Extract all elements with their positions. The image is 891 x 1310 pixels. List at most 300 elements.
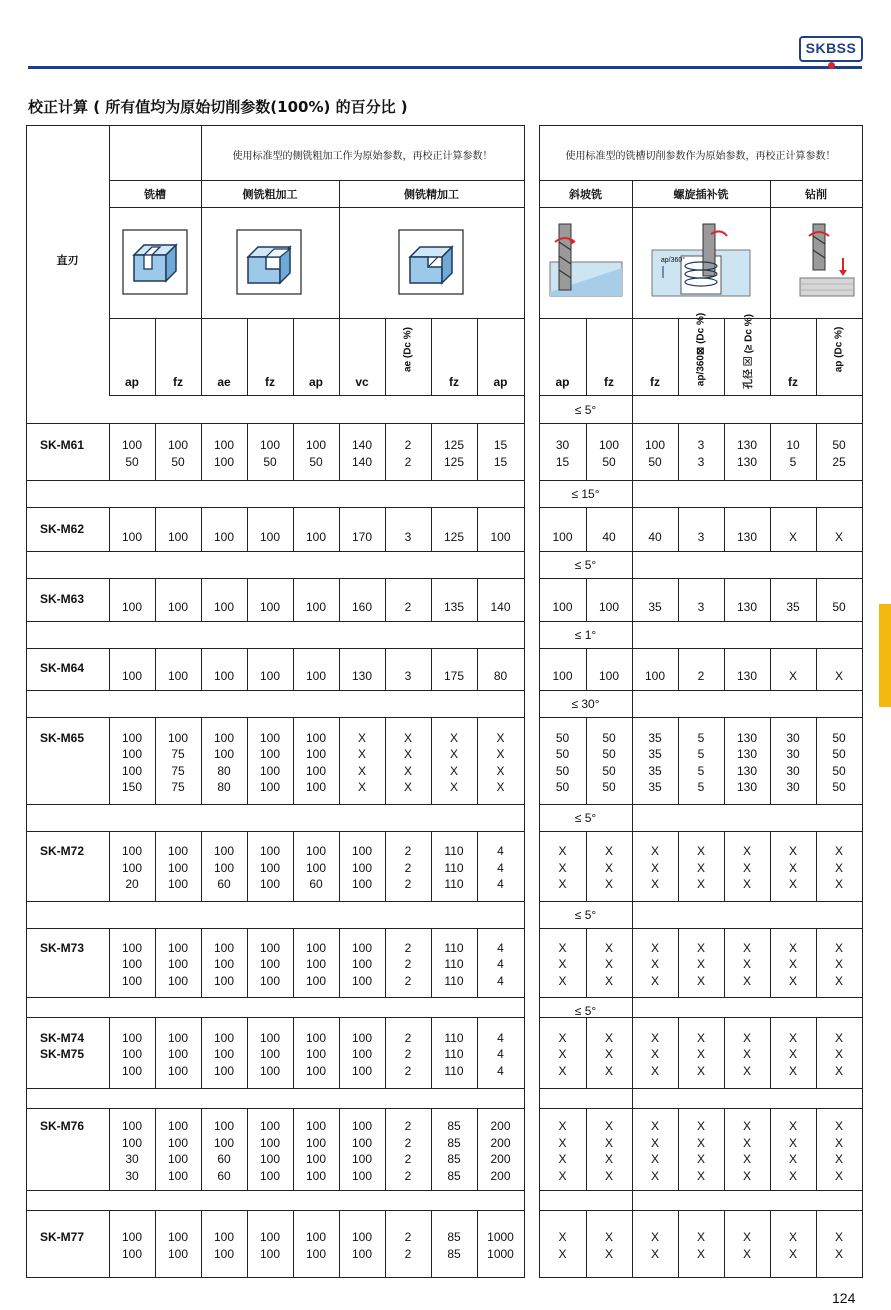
table-cell: X bbox=[788, 530, 797, 544]
table-cell: 100 bbox=[259, 1152, 281, 1166]
header-line bbox=[109, 180, 524, 181]
table-cell: 35 bbox=[786, 600, 800, 614]
table-cell: 80 bbox=[217, 763, 231, 778]
table-cell: X bbox=[650, 1119, 659, 1133]
table-cell: 100 bbox=[213, 1230, 235, 1244]
row-line bbox=[539, 480, 862, 481]
table-cell: X bbox=[558, 1152, 567, 1166]
table-cell: 100 bbox=[259, 600, 281, 614]
left-table-frame bbox=[26, 125, 525, 1278]
table-cell: 100 bbox=[552, 669, 573, 683]
column-symbol: fz bbox=[173, 375, 183, 389]
table-cell: 100 bbox=[121, 530, 143, 544]
table-cell: 100 bbox=[351, 860, 373, 875]
table-cell: 100 bbox=[305, 600, 327, 614]
tool-name: SK-M62 bbox=[40, 522, 85, 536]
table-cell: X bbox=[650, 860, 659, 875]
table-cell: 100 bbox=[351, 1246, 373, 1261]
table-cell: 4 bbox=[497, 844, 504, 859]
table-cell: X bbox=[788, 1152, 797, 1166]
table-cell: X bbox=[834, 957, 843, 972]
table-cell: 100 bbox=[259, 957, 281, 972]
row-line bbox=[539, 804, 862, 805]
col-line bbox=[632, 1088, 633, 1108]
table-cell: 60 bbox=[217, 877, 231, 892]
table-cell: 100 bbox=[121, 669, 143, 683]
table-cell: X bbox=[604, 973, 613, 988]
table-cell: 30 bbox=[125, 1152, 139, 1166]
row-line bbox=[539, 578, 862, 579]
table-cell: X bbox=[558, 973, 567, 988]
col-line bbox=[632, 804, 633, 831]
table-cell: X bbox=[357, 780, 366, 794]
table-cell: X bbox=[604, 844, 613, 859]
col-line bbox=[632, 997, 633, 1017]
table-cell: 3 bbox=[697, 438, 705, 452]
table-cell: 135 bbox=[443, 600, 465, 614]
table-cell: X bbox=[742, 1047, 751, 1062]
table-cell: X bbox=[788, 940, 797, 955]
table-cell: 100 bbox=[305, 669, 327, 683]
table-cell: 50 bbox=[832, 747, 846, 761]
table-cell: 100 bbox=[213, 940, 235, 955]
table-cell: 200 bbox=[490, 1152, 511, 1166]
header-line bbox=[109, 318, 524, 319]
table-cell: 200 bbox=[490, 1168, 511, 1183]
table-cell: 100 bbox=[167, 530, 189, 544]
table-cell: 25 bbox=[832, 454, 846, 469]
table-cell: 3 bbox=[404, 669, 412, 683]
table-cell: X bbox=[696, 1168, 705, 1183]
table-cell: X bbox=[834, 860, 843, 875]
table-cell: 110 bbox=[444, 940, 464, 955]
table-cell: 100 bbox=[598, 438, 620, 452]
table-cell: X bbox=[357, 730, 366, 745]
table-cell: X bbox=[696, 877, 705, 892]
group-label: 螺旋插补铣 bbox=[673, 188, 729, 201]
col-line bbox=[632, 901, 633, 928]
logo-text: SKBSS bbox=[805, 40, 857, 56]
table-cell: X bbox=[558, 1168, 567, 1183]
table-cell: X bbox=[650, 1168, 659, 1183]
table-cell: 100 bbox=[259, 1030, 281, 1045]
table-cell: 2 bbox=[404, 1119, 412, 1133]
table-cell: 80 bbox=[493, 669, 508, 683]
table-cell: X bbox=[403, 763, 412, 778]
row-line bbox=[539, 690, 862, 691]
table-cell: 110 bbox=[444, 1030, 464, 1045]
table-cell: X bbox=[558, 1246, 567, 1261]
table-cell: X bbox=[650, 844, 659, 859]
table-cell: 100 bbox=[121, 1246, 143, 1261]
table-cell: X bbox=[558, 1030, 567, 1045]
table-cell: X bbox=[742, 1152, 751, 1166]
table-cell: X bbox=[834, 1152, 843, 1166]
table-cell: 2 bbox=[404, 1152, 412, 1166]
table-cell: 100 bbox=[213, 600, 235, 614]
table-cell: X bbox=[650, 1230, 659, 1244]
table-cell: 100 bbox=[305, 940, 327, 955]
table-cell: X bbox=[788, 957, 797, 972]
row-line bbox=[26, 1190, 524, 1191]
angle-limit: ≤ 5° bbox=[574, 811, 597, 825]
table-cell: 2 bbox=[404, 1135, 412, 1150]
table-cell: 100 bbox=[121, 600, 143, 614]
row-line bbox=[539, 423, 862, 424]
table-cell: 100 bbox=[305, 763, 327, 778]
table-cell: X bbox=[604, 957, 613, 972]
table-cell: X bbox=[604, 1119, 613, 1133]
table-cell: 5 bbox=[789, 454, 797, 469]
table-cell: 100 bbox=[305, 860, 327, 875]
table-cell: 50 bbox=[555, 763, 570, 778]
table-cell: X bbox=[604, 940, 613, 955]
table-cell: X bbox=[788, 877, 797, 892]
left-banner: 使用标准型的侧铣粗加工作为原始参数，再校正计算参数！ bbox=[232, 151, 493, 162]
table-cell: X bbox=[788, 844, 797, 859]
column-symbol-rotated: 孔径 ⊠ (≥ Dc %) bbox=[743, 314, 755, 389]
table-cell: 60 bbox=[217, 1168, 231, 1183]
row-line bbox=[539, 507, 862, 508]
angle-limit: ≤ 15° bbox=[571, 487, 600, 501]
table-cell: X bbox=[604, 1246, 613, 1261]
table-cell: X bbox=[403, 747, 412, 761]
table-cell: 100 bbox=[598, 669, 620, 683]
table-cell: X bbox=[788, 1135, 797, 1150]
table-cell: 100 bbox=[121, 1063, 143, 1078]
table-cell: X bbox=[834, 877, 843, 892]
table-cell: 30 bbox=[786, 747, 800, 761]
table-cell: 125 bbox=[443, 438, 465, 452]
table-cell: 5 bbox=[697, 747, 705, 761]
row-line bbox=[539, 997, 862, 998]
table-cell: 200 bbox=[490, 1119, 511, 1133]
angle-limit: ≤ 5° bbox=[574, 1004, 597, 1018]
row-line bbox=[539, 551, 862, 552]
table-cell: 100 bbox=[213, 957, 235, 972]
table-cell: 100 bbox=[121, 957, 143, 972]
table-cell: 85 bbox=[447, 1246, 461, 1261]
table-cell: 20 bbox=[125, 877, 139, 892]
table-cell: 100 bbox=[259, 747, 281, 761]
table-cell: 140 bbox=[351, 454, 373, 469]
table-cell: 100 bbox=[259, 763, 281, 778]
table-cell: X bbox=[496, 730, 505, 745]
table-cell: X bbox=[604, 877, 613, 892]
table-cell: X bbox=[834, 844, 843, 859]
table-cell: 130 bbox=[736, 454, 758, 469]
table-cell: X bbox=[696, 1063, 705, 1078]
table-cell: 100 bbox=[213, 454, 235, 469]
table-cell: 100 bbox=[213, 860, 235, 875]
row-line bbox=[26, 578, 524, 579]
header-line bbox=[539, 180, 862, 181]
table-cell: 100 bbox=[305, 1230, 327, 1244]
table-cell: 100 bbox=[552, 530, 573, 544]
table-cell: 50 bbox=[555, 747, 570, 761]
table-cell: 3 bbox=[697, 454, 705, 469]
table-cell: 125 bbox=[443, 454, 465, 469]
table-cell: X bbox=[558, 860, 567, 875]
table-cell: 75 bbox=[171, 747, 185, 761]
table-cell: 85 bbox=[447, 1230, 461, 1244]
table-cell: 110 bbox=[444, 877, 464, 892]
table-cell: X bbox=[742, 1230, 751, 1244]
table-cell: 50 bbox=[555, 780, 570, 794]
table-cell: 100 bbox=[305, 438, 327, 452]
table-cell: X bbox=[742, 1135, 751, 1150]
table-cell: X bbox=[696, 973, 705, 988]
table-cell: 100 bbox=[305, 1152, 327, 1166]
table-cell: 100 bbox=[351, 1030, 373, 1045]
column-symbol-rotated: ap/360⊠ (Dc %) bbox=[695, 312, 707, 387]
table-cell: 100 bbox=[305, 1168, 327, 1183]
page-title: 校正计算 ( 所有值均为原始切削参数(100%) 的百分比 ) bbox=[28, 98, 408, 116]
row-line bbox=[26, 1210, 524, 1211]
group-label: 钻削 bbox=[805, 188, 827, 201]
table-cell: 35 bbox=[648, 747, 662, 761]
table-cell: 100 bbox=[259, 1047, 281, 1062]
slot-milling-icon bbox=[122, 229, 188, 295]
table-cell: X bbox=[696, 1119, 705, 1133]
table-cell: 100 bbox=[167, 957, 189, 972]
table-cell: 100 bbox=[121, 940, 143, 955]
table-cell: 5 bbox=[697, 763, 705, 778]
table-cell: X bbox=[834, 1119, 843, 1133]
table-cell: 100 bbox=[167, 844, 189, 859]
table-cell: X bbox=[834, 669, 843, 683]
row-line bbox=[539, 1108, 862, 1109]
table-cell: X bbox=[650, 1030, 659, 1045]
table-cell: 100 bbox=[213, 747, 235, 761]
table-cell: 3 bbox=[404, 530, 412, 544]
table-cell: 100 bbox=[167, 1119, 189, 1133]
table-cell: 100 bbox=[351, 1168, 373, 1183]
table-cell: X bbox=[696, 940, 705, 955]
table-cell: 100 bbox=[121, 844, 143, 859]
table-cell: 2 bbox=[404, 1168, 412, 1183]
table-cell: 100 bbox=[305, 1047, 327, 1062]
table-cell: 15 bbox=[493, 454, 508, 469]
tool-name: SK-M61 bbox=[40, 438, 85, 452]
table-cell: 100 bbox=[213, 1119, 235, 1133]
row-line bbox=[26, 1108, 524, 1109]
table-cell: 100 bbox=[213, 844, 235, 859]
column-symbol-rotated: ap (Dc %) bbox=[833, 326, 845, 373]
table-cell: X bbox=[834, 530, 843, 544]
table-cell: X bbox=[357, 747, 366, 761]
table-cell: X bbox=[742, 1168, 751, 1183]
table-cell: 15 bbox=[493, 438, 508, 452]
table-cell: X bbox=[696, 1152, 705, 1166]
table-cell: X bbox=[788, 1246, 797, 1261]
table-cell: 100 bbox=[167, 669, 189, 683]
table-cell: 110 bbox=[444, 973, 464, 988]
row-line bbox=[26, 551, 524, 552]
table-cell: 50 bbox=[125, 454, 139, 469]
table-cell: 100 bbox=[305, 780, 327, 794]
table-cell: 50 bbox=[832, 763, 846, 778]
table-cell: 100 bbox=[121, 763, 143, 778]
table-cell: 100 bbox=[167, 1030, 189, 1045]
table-cell: X bbox=[650, 1063, 659, 1078]
table-cell: X bbox=[834, 1246, 843, 1261]
column-symbol: ap bbox=[555, 375, 570, 389]
row-line bbox=[26, 648, 524, 649]
table-cell: 100 bbox=[305, 844, 327, 859]
table-cell: 2 bbox=[404, 600, 412, 614]
table-cell: X bbox=[742, 860, 751, 875]
table-cell: X bbox=[834, 1135, 843, 1150]
row-line bbox=[539, 717, 862, 718]
table-cell: 100 bbox=[490, 530, 511, 544]
table-cell: 4 bbox=[497, 940, 504, 955]
table-cell: 30 bbox=[786, 780, 800, 794]
table-cell: 3 bbox=[697, 530, 705, 544]
table-cell: 100 bbox=[121, 1135, 143, 1150]
table-cell: 4 bbox=[497, 1047, 504, 1062]
table-cell: 100 bbox=[598, 600, 620, 614]
tool-name: SK-M63 bbox=[40, 592, 85, 606]
col-line bbox=[632, 621, 633, 648]
table-cell: X bbox=[696, 1230, 705, 1244]
table-cell: X bbox=[788, 1168, 797, 1183]
column-symbol: fz bbox=[788, 375, 798, 389]
table-cell: 5 bbox=[697, 730, 705, 745]
logo-dot-icon bbox=[828, 62, 835, 69]
table-cell: 50 bbox=[602, 454, 616, 469]
table-cell: 30 bbox=[786, 730, 800, 745]
table-cell: 130 bbox=[736, 438, 758, 452]
table-cell: X bbox=[650, 957, 659, 972]
table-cell: 130 bbox=[351, 669, 373, 683]
table-cell: 100 bbox=[259, 438, 281, 452]
table-cell: 1000 bbox=[487, 1246, 514, 1261]
ramping-icon bbox=[549, 222, 623, 298]
table-cell: 100 bbox=[167, 1047, 189, 1062]
table-cell: X bbox=[558, 957, 567, 972]
header-line bbox=[385, 318, 386, 395]
table-cell: X bbox=[742, 957, 751, 972]
table-cell: 10 bbox=[786, 438, 800, 452]
table-cell: X bbox=[604, 1152, 613, 1166]
table-cell: 100 bbox=[213, 1030, 235, 1045]
group-label: 铣槽 bbox=[144, 188, 166, 201]
header-line bbox=[678, 318, 679, 395]
col-line bbox=[632, 551, 633, 578]
table-cell: 100 bbox=[167, 1063, 189, 1078]
table-cell: X bbox=[449, 763, 458, 778]
table-cell: X bbox=[742, 1246, 751, 1261]
table-cell: X bbox=[788, 1119, 797, 1133]
drilling-icon bbox=[799, 222, 855, 298]
column-symbol: fz bbox=[265, 375, 275, 389]
table-cell: X bbox=[834, 973, 843, 988]
table-cell: 35 bbox=[648, 763, 662, 778]
table-cell: 3 bbox=[697, 600, 705, 614]
table-cell: 100 bbox=[121, 1047, 143, 1062]
row-line bbox=[26, 1017, 524, 1018]
table-cell: 80 bbox=[217, 780, 231, 794]
table-cell: 2 bbox=[404, 1246, 412, 1261]
table-cell: 100 bbox=[167, 1168, 189, 1183]
table-cell: 85 bbox=[447, 1152, 461, 1166]
row-line bbox=[26, 690, 524, 691]
table-cell: 50 bbox=[832, 438, 846, 452]
table-cell: X bbox=[788, 1030, 797, 1045]
table-cell: 100 bbox=[121, 1230, 143, 1244]
table-cell: X bbox=[742, 1063, 751, 1078]
header-line bbox=[816, 318, 817, 395]
table-cell: X bbox=[742, 877, 751, 892]
table-cell: 2 bbox=[404, 1063, 412, 1078]
table-cell: X bbox=[834, 1168, 843, 1183]
table-cell: 100 bbox=[213, 438, 235, 452]
table-cell: 50 bbox=[832, 780, 846, 794]
table-cell: 100 bbox=[259, 877, 281, 892]
col-line bbox=[632, 396, 633, 423]
table-cell: X bbox=[558, 1063, 567, 1078]
table-cell: X bbox=[496, 763, 505, 778]
table-cell: 15 bbox=[555, 454, 570, 469]
table-cell: X bbox=[650, 1047, 659, 1062]
table-cell: X bbox=[449, 730, 458, 745]
table-cell: 100 bbox=[305, 747, 327, 761]
table-cell: 2 bbox=[404, 1047, 412, 1062]
angle-limit: ≤ 5° bbox=[574, 908, 597, 922]
table-cell: 60 bbox=[217, 1152, 231, 1166]
table-cell: 100 bbox=[213, 1135, 235, 1150]
tool-name: SK-M73 bbox=[40, 940, 85, 955]
column-symbol-rotated: ae (Dc %) bbox=[402, 327, 414, 373]
table-cell: X bbox=[834, 1030, 843, 1045]
table-cell: 130 bbox=[736, 730, 758, 745]
header-line bbox=[109, 125, 110, 395]
table-cell: 30 bbox=[555, 438, 570, 452]
table-cell: 100 bbox=[351, 844, 373, 859]
row-line bbox=[539, 1210, 862, 1211]
table-cell: X bbox=[742, 1030, 751, 1045]
row-line bbox=[539, 1190, 862, 1191]
table-cell: 100 bbox=[351, 957, 373, 972]
table-cell: 110 bbox=[444, 844, 464, 859]
group-label: 侧铣粗加工 bbox=[242, 188, 298, 201]
table-cell: 100 bbox=[213, 530, 235, 544]
row-header-label: 直刃 bbox=[56, 254, 79, 267]
table-cell: 100 bbox=[121, 1030, 143, 1045]
table-cell: 40 bbox=[648, 530, 662, 544]
table-cell: 60 bbox=[309, 877, 323, 892]
column-symbol: ap bbox=[124, 375, 139, 389]
header-line bbox=[109, 207, 524, 208]
table-cell: 100 bbox=[167, 1135, 189, 1150]
table-cell: 4 bbox=[497, 973, 504, 988]
table-cell: X bbox=[742, 973, 751, 988]
table-cell: 110 bbox=[444, 957, 464, 972]
table-cell: 40 bbox=[602, 530, 616, 544]
table-cell: 50 bbox=[602, 747, 616, 761]
table-cell: 100 bbox=[259, 530, 281, 544]
table-cell: 50 bbox=[602, 780, 616, 794]
column-symbol: fz bbox=[604, 375, 614, 389]
table-cell: 35 bbox=[648, 600, 662, 614]
table-cell: 100 bbox=[167, 730, 189, 745]
table-cell: 50 bbox=[648, 454, 662, 469]
table-cell: 100 bbox=[167, 940, 189, 955]
table-cell: 100 bbox=[167, 860, 189, 875]
table-cell: X bbox=[357, 763, 366, 778]
table-cell: 2 bbox=[404, 438, 412, 452]
